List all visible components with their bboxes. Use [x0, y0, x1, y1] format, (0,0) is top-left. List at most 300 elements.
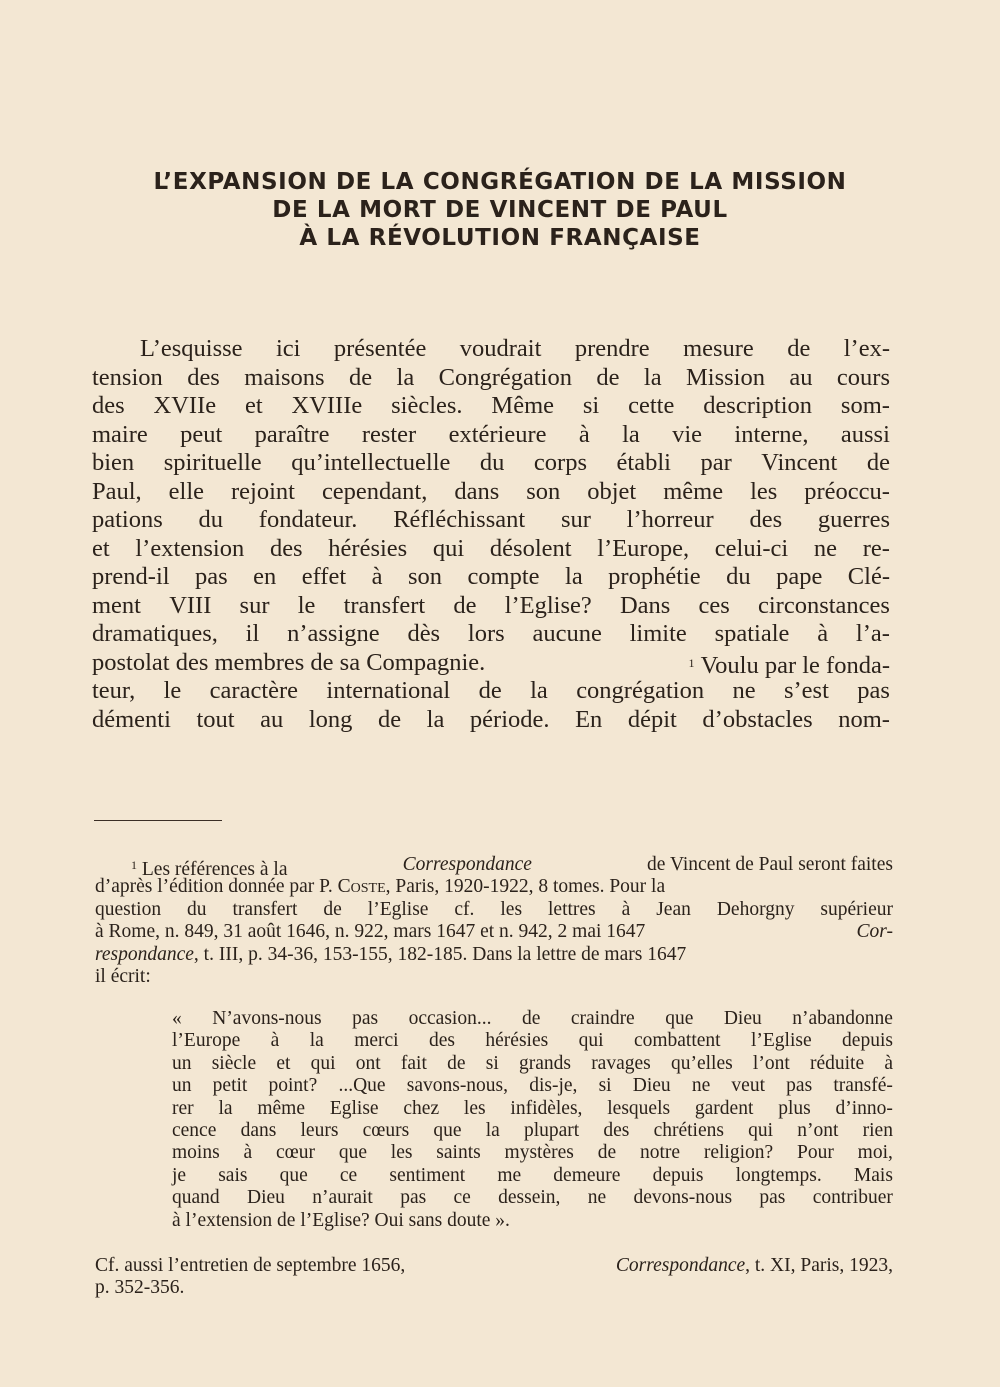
word: et: [276, 1052, 291, 1074]
word: rer: [172, 1097, 194, 1119]
footnote-line-part: d’après l’édition donnée par P.: [95, 876, 333, 898]
article-title: [0, 168, 1000, 252]
word: prendre: [574, 335, 650, 362]
word: mystères: [504, 1142, 574, 1164]
word: le: [163, 677, 182, 704]
word: limite: [629, 620, 687, 647]
word: savons-nous,: [406, 1075, 509, 1097]
word: Même: [491, 392, 555, 419]
footnote-line: [95, 899, 893, 921]
word: les: [500, 898, 523, 920]
word: gardent: [694, 1097, 754, 1119]
word: d’obstacles: [702, 705, 813, 733]
word: re-: [862, 534, 890, 562]
word: en: [253, 563, 277, 590]
word: de: [787, 335, 811, 362]
word: Congrégation: [438, 363, 572, 391]
word: prend-il: [92, 563, 170, 590]
word: pas: [352, 1008, 379, 1029]
word: qui: [310, 1052, 336, 1074]
word: réduite: [809, 1052, 865, 1074]
word: l’a-: [855, 620, 890, 647]
word: long: [308, 705, 353, 733]
footnote-reference-note: [95, 1255, 893, 1300]
footnote: [95, 854, 893, 988]
word: description: [703, 392, 813, 419]
word: depuis: [842, 1030, 893, 1052]
quote-line: [172, 1030, 893, 1052]
body-line-with-note: [92, 649, 890, 678]
word: de: [596, 363, 620, 391]
word: devons-nous: [633, 1187, 733, 1209]
word: cours: [836, 363, 890, 391]
word: dramatiques,: [92, 620, 218, 647]
word: au: [789, 363, 813, 391]
word: préoccu-: [804, 477, 890, 505]
body-line: [92, 563, 890, 592]
word: sais: [218, 1164, 248, 1186]
footnote-line: [95, 921, 893, 943]
footnote-line: p. 352-356.: [95, 1277, 185, 1299]
word: démenti: [92, 705, 171, 733]
word: l’Europe,: [597, 534, 690, 562]
word: au: [260, 705, 284, 733]
footnote-line-part: de Vincent de Paul seront faites: [647, 854, 893, 875]
word: pas: [857, 677, 890, 704]
word: longtemps.: [735, 1164, 822, 1186]
word: n’abandonne: [792, 1008, 893, 1029]
word: l’Eglise?: [504, 591, 592, 619]
footnote-number: 1: [131, 858, 137, 872]
word: qu’intellectuelle: [291, 449, 451, 476]
footnote-separator: [94, 820, 222, 821]
word: leurs: [300, 1119, 339, 1141]
word: maire: [92, 420, 148, 448]
word: de: [478, 677, 502, 704]
body-line-part: postolat des membres de sa Compagnie.: [92, 648, 486, 676]
word: à: [884, 1052, 893, 1074]
word: VIII: [169, 591, 212, 619]
word: ces: [698, 591, 730, 619]
word: que: [665, 1008, 694, 1029]
word: ne: [813, 534, 838, 562]
word: cf.: [454, 898, 475, 920]
word: Eglise: [329, 1097, 379, 1119]
word: spatiale: [714, 620, 790, 647]
word: si: [582, 392, 600, 419]
body-line-part: [689, 649, 891, 678]
word: à: [578, 420, 590, 448]
word: Mission: [686, 363, 765, 391]
word: celui-ci: [714, 534, 789, 562]
word: contribuer: [812, 1187, 893, 1209]
word: infidèles,: [510, 1097, 583, 1119]
word: pas: [195, 563, 228, 590]
word: à: [243, 1142, 253, 1164]
word: sur: [560, 506, 591, 533]
word: ici: [275, 335, 301, 362]
word: Vincent: [761, 449, 838, 476]
footnote-line: [95, 944, 893, 966]
word: dans: [454, 477, 500, 505]
footnote-line-part: [616, 1255, 893, 1277]
word: ne: [691, 1075, 711, 1097]
word: l’ont: [752, 1052, 790, 1074]
footnote-line-part: [131, 854, 288, 880]
footnote-line: il écrit:: [95, 965, 151, 987]
word: période.: [469, 705, 550, 733]
word: fondateur.: [258, 506, 358, 533]
word: que: [279, 1164, 308, 1186]
word: la: [396, 363, 415, 391]
word: cœur: [276, 1142, 315, 1164]
word: des: [187, 363, 220, 391]
word: dès: [407, 620, 441, 647]
word: Clé-: [847, 563, 890, 590]
footnote-line: [95, 854, 893, 880]
word: cence: [172, 1119, 217, 1141]
word: lors: [467, 620, 505, 647]
word: XVIIe: [153, 392, 217, 419]
word: pas: [786, 1075, 813, 1097]
word: ment: [92, 591, 141, 619]
word: de: [453, 591, 477, 619]
word: extérieure: [448, 420, 547, 448]
word: lesquels: [607, 1097, 671, 1119]
word: Dans: [619, 591, 671, 619]
quote-line: [172, 1053, 893, 1075]
word: tout: [196, 705, 235, 733]
body-line: [92, 706, 890, 735]
word: son: [407, 563, 442, 590]
word: L’esquisse: [140, 335, 243, 362]
word: XVIIIe: [291, 392, 363, 419]
word: même: [257, 1097, 306, 1119]
word: religion?: [703, 1142, 774, 1164]
footnote-line-part: [95, 876, 665, 898]
title-line-3: À LA RÉVOLUTION FRANÇAISE: [299, 225, 701, 251]
word: siècle: [211, 1052, 257, 1074]
body-line-part: Voulu par le fonda-: [700, 651, 890, 679]
word: ravages: [591, 1052, 651, 1074]
word: chrétiens: [653, 1119, 724, 1141]
word: demeure: [553, 1164, 621, 1186]
word: par: [700, 449, 732, 476]
word: dessein,: [498, 1187, 561, 1209]
word: ce: [453, 1187, 471, 1209]
word: vie: [672, 420, 703, 448]
word: n’assigne: [287, 620, 380, 647]
word: du: [187, 898, 207, 920]
body-line: [92, 592, 890, 621]
footnote-line-part: Coste: [337, 876, 386, 898]
word: Dieu: [246, 1187, 285, 1209]
word: nom-: [838, 705, 890, 733]
word: peut: [180, 420, 223, 448]
body-line: [92, 421, 890, 450]
word: un: [172, 1075, 192, 1097]
word: me: [497, 1164, 522, 1186]
word: combattent: [633, 1030, 721, 1052]
word: de: [521, 1008, 541, 1029]
body-line: [92, 535, 890, 564]
word: qu’elles: [670, 1052, 733, 1074]
footnote-line-part: Les références à la: [141, 859, 288, 880]
word: rester: [361, 420, 417, 448]
word: des: [92, 392, 125, 419]
word: l’horreur: [626, 506, 714, 533]
word: des: [269, 534, 303, 562]
word: qui: [578, 1030, 604, 1052]
word: des: [603, 1119, 630, 1141]
word: des: [428, 1030, 455, 1052]
word: pas: [400, 1187, 427, 1209]
body-line: [92, 449, 890, 478]
word: mesure: [683, 335, 754, 362]
word: Dieu: [723, 1008, 762, 1029]
word: il: [245, 620, 260, 647]
quote-line: [172, 1142, 893, 1164]
word: maisons: [244, 363, 325, 391]
word: merci: [354, 1030, 399, 1052]
word: effet: [301, 563, 347, 590]
word: circonstances: [757, 591, 890, 619]
word: la: [530, 677, 548, 704]
word: aucune: [532, 620, 602, 647]
word: moins: [172, 1142, 220, 1164]
word: les: [390, 1142, 413, 1164]
quote-line: [172, 1120, 893, 1142]
body-line: [92, 478, 890, 507]
word: aussi: [840, 420, 890, 448]
word: cette: [628, 392, 675, 419]
quote-line: [172, 1187, 893, 1209]
word: les: [750, 477, 778, 505]
word: Réfléchissant: [393, 506, 526, 533]
word: si: [598, 1075, 612, 1097]
word: Dieu: [632, 1075, 671, 1097]
word: d’inno-: [835, 1097, 893, 1119]
word: rien: [862, 1119, 893, 1141]
word: Jean: [656, 898, 691, 920]
footnote-line-part: [95, 944, 686, 966]
word: lettres: [548, 898, 596, 920]
footnote-line: [95, 876, 893, 898]
word: un: [172, 1052, 192, 1074]
word: dépit: [627, 705, 677, 733]
footnote-line-part: Cor-: [856, 921, 893, 943]
word: Dehorgny: [716, 898, 795, 920]
word: prophétie: [608, 563, 701, 590]
body-line: [92, 506, 890, 535]
word: veut: [731, 1075, 765, 1097]
word: de: [447, 1052, 466, 1074]
word: depuis: [652, 1164, 704, 1186]
word: teur,: [92, 677, 136, 704]
word: guerres: [817, 506, 890, 533]
word: N’avons-nous: [212, 1008, 322, 1029]
body-line: [92, 677, 890, 706]
word: son: [526, 477, 561, 505]
word: moi,: [857, 1142, 893, 1164]
footnote-line-part: , Paris, 1920-1922, 8 tomes. Pour la: [385, 876, 666, 898]
body-line: [92, 620, 890, 649]
footnote-line-part: , t. XI, Paris, 1923,: [745, 1255, 893, 1276]
quote-line: à l’extension de l’Eglise? Oui sans doute ».: [172, 1209, 510, 1231]
word: elle: [168, 477, 205, 505]
word: sentiment: [389, 1164, 466, 1186]
word: craindre: [570, 1008, 635, 1029]
word: la: [643, 363, 662, 391]
word: de: [323, 898, 342, 920]
footnote-line-part: Correspondance: [615, 1255, 746, 1276]
word: du: [726, 563, 751, 590]
word: «: [172, 1008, 182, 1029]
quote-line: [172, 1098, 893, 1120]
quote-line: [172, 1075, 893, 1097]
word: l’Europe: [172, 1030, 241, 1052]
word: la: [622, 420, 640, 448]
word: des: [749, 506, 783, 533]
word: l’Eglise: [750, 1030, 812, 1052]
word: sur: [239, 591, 270, 619]
word: et: [92, 534, 110, 562]
footnote-line: [95, 1255, 893, 1277]
word: pations: [92, 506, 163, 533]
word: bien: [92, 449, 135, 476]
word: l’extension: [135, 534, 245, 562]
word: la: [309, 1030, 324, 1052]
word: tension: [92, 363, 163, 391]
word: même: [663, 477, 724, 505]
word: notre: [639, 1142, 681, 1164]
word: dans: [240, 1119, 277, 1141]
title-line-1: L’EXPANSION DE LA CONGRÉGATION DE LA MISSION: [153, 169, 847, 195]
word: du: [479, 449, 505, 476]
word: point?: [268, 1075, 318, 1097]
word: plus: [778, 1097, 811, 1119]
word: ce: [339, 1164, 358, 1186]
word: désolent: [489, 534, 572, 562]
word: que: [338, 1142, 367, 1164]
word: à: [270, 1030, 280, 1052]
title-line-2: DE LA MORT DE VINCENT DE PAUL: [272, 197, 728, 223]
word: qui: [432, 534, 465, 562]
word: dis-je,: [529, 1075, 578, 1097]
word: établi: [616, 449, 671, 476]
word: n’aurait: [312, 1187, 373, 1209]
word: caractère: [209, 677, 299, 704]
word: corps: [533, 449, 587, 476]
word: hérésies: [328, 534, 408, 562]
word: que: [433, 1119, 462, 1141]
word: pape: [776, 563, 823, 590]
word: de: [866, 449, 890, 476]
word: quand: [172, 1187, 220, 1209]
word: En: [575, 705, 603, 733]
word: à: [621, 898, 631, 920]
quote-line: [172, 1008, 893, 1030]
word: la: [218, 1097, 233, 1119]
word: à: [371, 563, 383, 590]
body-line: [92, 392, 890, 421]
word: transfert: [343, 591, 426, 619]
word: de: [348, 363, 373, 391]
body-line: [92, 364, 890, 393]
body-paragraph: [92, 335, 890, 734]
word: la: [565, 563, 583, 590]
word: qui: [748, 1119, 774, 1141]
word: la: [485, 1119, 500, 1141]
word: hérésies: [485, 1030, 549, 1052]
footnote-line-part: , t. III, p. 34-36, 153-155, 182-185. Dans la lettre de mars 1647: [193, 943, 687, 965]
word: objet: [587, 477, 637, 505]
word: ...Que: [338, 1075, 386, 1097]
word: supérieur: [820, 898, 893, 920]
word: n’ont: [797, 1119, 839, 1141]
word: ne: [587, 1187, 607, 1209]
word: chez: [403, 1097, 440, 1119]
footnote-line-part: Correspondance: [402, 854, 532, 875]
word: Paul,: [92, 477, 142, 505]
word: occasion...: [408, 1008, 492, 1029]
word: la: [426, 705, 445, 733]
word: le: [297, 591, 316, 619]
word: de: [597, 1142, 617, 1164]
footnote-line-part: à Rome, n. 849, 31 août 1646, n. 922, mars 1647 et n. 942, 2 mai 1647: [95, 921, 646, 943]
word: présentée: [333, 335, 427, 362]
word: interne,: [734, 420, 809, 448]
word: paraître: [254, 420, 330, 448]
word: pas: [759, 1187, 786, 1209]
word: l’Eglise: [367, 898, 429, 920]
word: Mais: [853, 1164, 893, 1186]
word: international: [326, 677, 451, 704]
word: congrégation: [576, 677, 705, 704]
block-quote: [172, 1008, 893, 1232]
word: saints: [436, 1142, 481, 1164]
word: si: [485, 1052, 499, 1074]
word: les: [463, 1097, 486, 1119]
word: transfert: [232, 898, 298, 920]
body-line: [92, 335, 890, 364]
word: cependant,: [321, 477, 428, 505]
word: ne: [732, 677, 756, 704]
word: transfé-: [833, 1075, 893, 1097]
word: question: [95, 898, 162, 920]
word: de: [377, 705, 402, 733]
word: à: [817, 620, 829, 647]
word: spirituelle: [163, 449, 262, 476]
word: voudrait: [459, 335, 542, 362]
word: som-: [840, 392, 890, 419]
word: fait: [400, 1052, 427, 1074]
footnote-reference: 1: [688, 655, 695, 670]
word: s’est: [783, 677, 829, 704]
word: ont: [355, 1052, 381, 1074]
word: siècles.: [391, 392, 463, 419]
word: et: [244, 392, 263, 419]
word: je: [172, 1164, 187, 1186]
word: plupart: [523, 1119, 580, 1141]
footnote-line-part: respondance: [95, 943, 194, 965]
word: cœurs: [362, 1119, 410, 1141]
quote-line: [172, 1165, 893, 1187]
footnote-line-part: Cf. aussi l’entretien de septembre 1656,: [95, 1255, 406, 1276]
word: rejoint: [231, 477, 295, 505]
word: du: [198, 506, 224, 533]
word: compte: [467, 563, 540, 590]
